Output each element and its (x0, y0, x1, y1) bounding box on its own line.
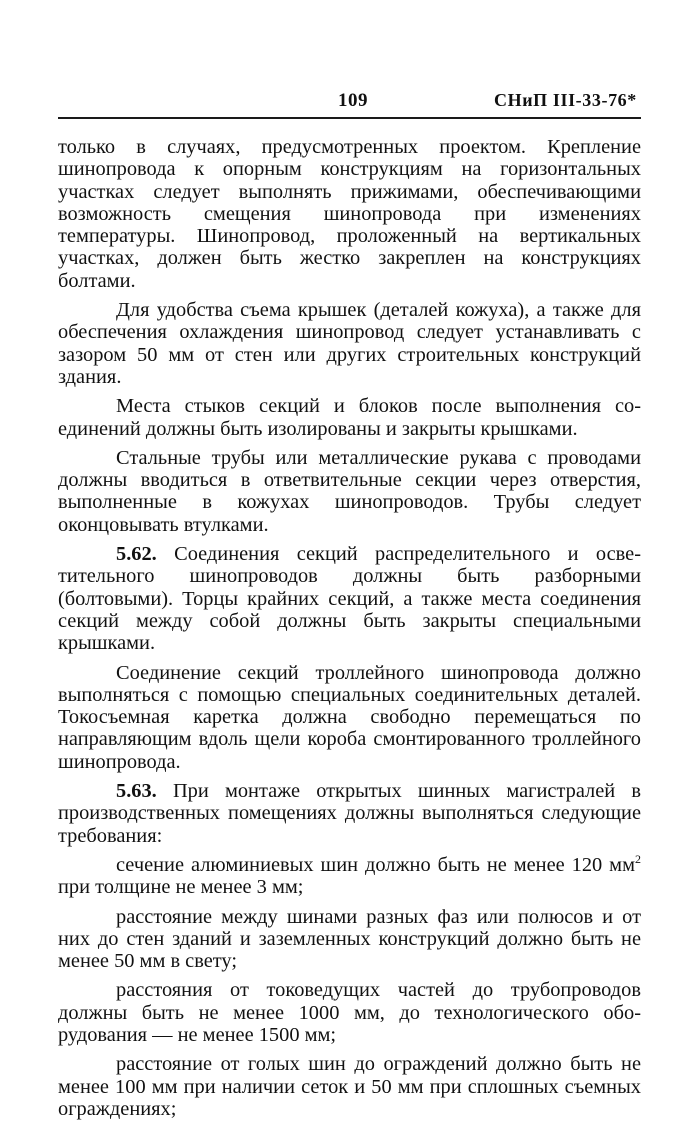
paragraph: Соединение секций троллейного шинопровода должно выполняться с помощью специальных соединительных деталей. Токосъемная каретка должна свободно перемещаться по направляющим вдоль щели короба смонтированного троллейного шинопровода. (58, 661, 641, 773)
clause-number: 5.63. (116, 780, 157, 803)
paragraph: Места стыков секций и блоков после выполнения соединений должны быть изолированы и закрыты крышками. (58, 395, 641, 440)
requirement-item (58, 854, 641, 899)
superscript: 2 (635, 852, 641, 867)
requirement-item: расстояния от токоведущих частей до трубопроводов должны быть не менее 1000 мм, до технологического оборудования — не менее 1500 мм; (58, 979, 641, 1046)
requirement-text: сечение алюминиевых шин должно быть не менее 120 мм (116, 853, 635, 876)
page-header (0, 0, 700, 125)
requirement-item: расстояние от голых шин до ограждений должно быть не менее 100 мм при наличии сеток и 50 мм при сплошных съемных ограждениях; (58, 1053, 641, 1120)
clause-number: 5.62. (116, 543, 157, 566)
requirement-item: расстояние между шинами разных фаз или полюсов и от них до стен зданий и заземленных конструкций должно быть не менее 50 мм в свету; (58, 905, 641, 973)
paragraph: Для удобства съема крышек (деталей кожуха), а также для обеспечения охлаждения шинопровод следует устанавливать с зазором 50 мм от стен или других строительных конструкций здания. (58, 299, 641, 388)
paragraph: Стальные трубы или металлические рукава с проводами должны вводиться в ответвительные секции через отверстия, выполненные в кожухах шинопроводов. Трубы следует оконцовывать втулками. (58, 446, 641, 536)
clause-text: При монтаже открытых шинных магистралей в производственных помещениях должны выполняться следующие требования: (58, 780, 641, 847)
header-rule (58, 117, 641, 119)
body-text (58, 136, 641, 1127)
clause-text: Соединения секций распределительного и осветительного шинопроводов должны быть разборными (болтовыми). Торцы крайних секций, а также места соединения секций между собой должны быть закрыты специальными крышками. (58, 543, 641, 655)
document-code: СНиП III-33-76* (494, 90, 637, 110)
requirement-text: при толщине не менее 3 мм; (58, 876, 304, 899)
clause-5-62 (58, 543, 641, 654)
paragraph: только в случаях, предусмотренных проектом. Крепление шинопровода к опорным конструкциям на горизонтальных участках следует выполнять прижимами, обеспечивающими возможность смещения шинопровода при изменениях температуры. Шинопровод, проложенный на вертикальных участках, должен быть жестко закреплен на конструкциях болтами. (58, 136, 641, 292)
page-number: 109 (338, 90, 368, 111)
clause-5-63 (58, 780, 641, 847)
